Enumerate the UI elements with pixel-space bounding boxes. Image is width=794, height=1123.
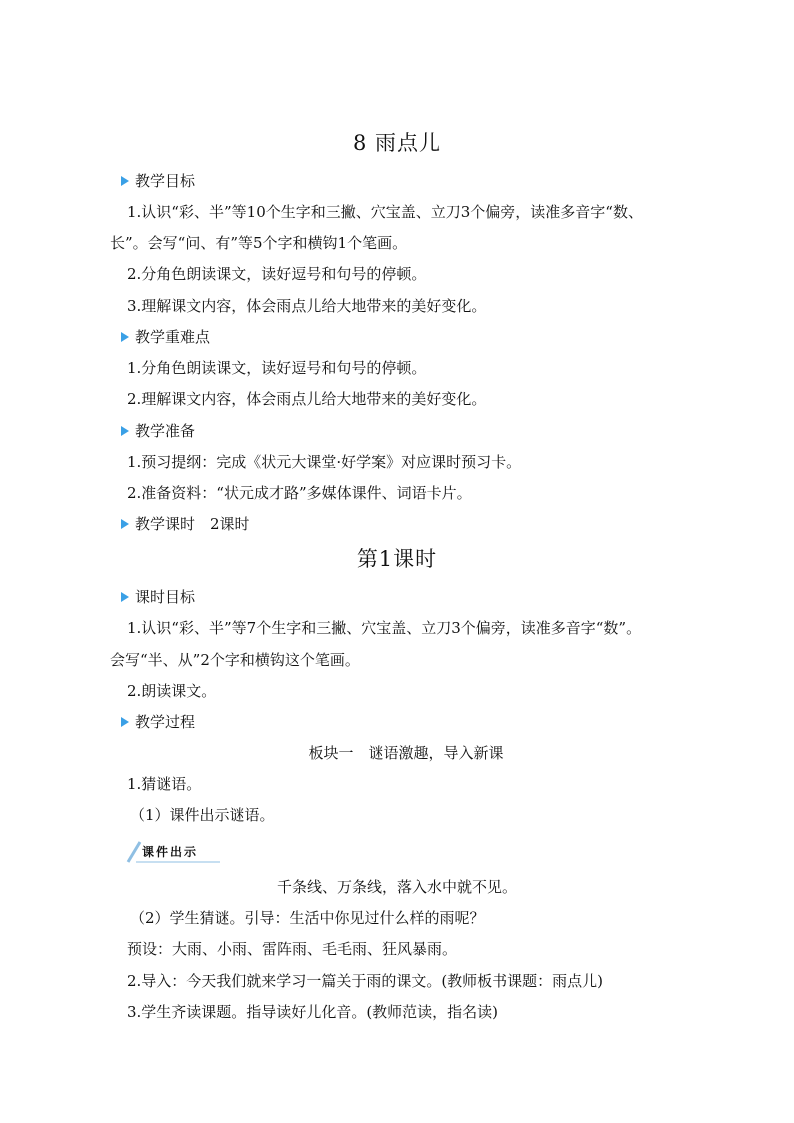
- goal-2: 2.分角色朗读课文，读好逗号和句号的停顿。: [127, 265, 427, 283]
- triangle-bullet-icon: [121, 176, 129, 186]
- goal-3: 3.理解课文内容，体会雨点儿给大地带来的美好变化。: [127, 297, 487, 315]
- section-heading-process: 教学过程: [121, 712, 195, 732]
- section-heading-hours: 教学课时 2课时: [121, 514, 250, 534]
- block-heading: 板块一 谜语激趣，导入新课: [308, 744, 504, 762]
- step-2: 2.导入：今天我们就来学习一篇关于雨的课文。(教师板书课题：雨点儿): [127, 972, 604, 990]
- triangle-bullet-icon: [121, 519, 129, 529]
- lesson-title: 第1课时: [356, 547, 438, 571]
- keypoint-1: 1.分角色朗读课文，读好逗号和句号的停顿。: [127, 359, 427, 377]
- courseware-badge-label: 课件出示: [142, 845, 199, 859]
- lesson-goal-2: 2.朗读课文。: [127, 682, 217, 700]
- riddle-text: 千条线、万条线，落入水中就不见。: [276, 878, 517, 896]
- triangle-bullet-icon: [121, 717, 129, 727]
- triangle-bullet-icon: [121, 332, 129, 342]
- preset-answer: 预设：大雨、小雨、雷阵雨、毛毛雨、狂风暴雨。: [127, 940, 458, 958]
- courseware-badge: [126, 838, 222, 864]
- goal-1-line-2: 长”。会写“问、有”等5个字和横钩1个笔画。: [110, 234, 408, 252]
- section-heading-keypoints: 教学重难点: [121, 327, 210, 347]
- step-1-sub-2: （2）学生猜谜。引导：生活中你见过什么样的雨呢？: [130, 909, 485, 927]
- triangle-bullet-icon: [121, 426, 129, 436]
- section-heading-prep: 教学准备: [121, 421, 195, 441]
- step-1: 1.猜谜语。: [127, 775, 202, 793]
- page-title: 8 雨点儿: [352, 131, 442, 155]
- step-3: 3.学生齐读课题。指导读好儿化音。(教师范读，指名读): [127, 1003, 499, 1021]
- prep-2: 2.准备资料：“状元成才路”多媒体课件、词语卡片。: [127, 484, 472, 502]
- section-heading-lesson-goals: 课时目标: [121, 587, 195, 607]
- triangle-bullet-icon: [121, 592, 129, 602]
- keypoint-2: 2.理解课文内容，体会雨点儿给大地带来的美好变化。: [127, 390, 487, 408]
- section-heading-goals: 教学目标: [121, 171, 195, 191]
- lesson-goal-1-line-2: 会写“半、从”2个字和横钩这个笔画。: [110, 651, 360, 669]
- step-1-sub-1: （1）课件出示谜语。: [130, 806, 275, 824]
- prep-1: 1.预习提纲：完成《状元大课堂·好学案》对应课时预习卡。: [127, 453, 522, 471]
- lesson-goal-1-line-1: 1.认识“彩、半”等7个生字和三撇、穴宝盖、立刀3个偏旁，读准多音字“数”。: [127, 619, 642, 637]
- goal-1-line-1: 1.认识“彩、半”等10个生字和三撇、穴宝盖、立刀3个偏旁，读准多音字“数、: [127, 203, 643, 221]
